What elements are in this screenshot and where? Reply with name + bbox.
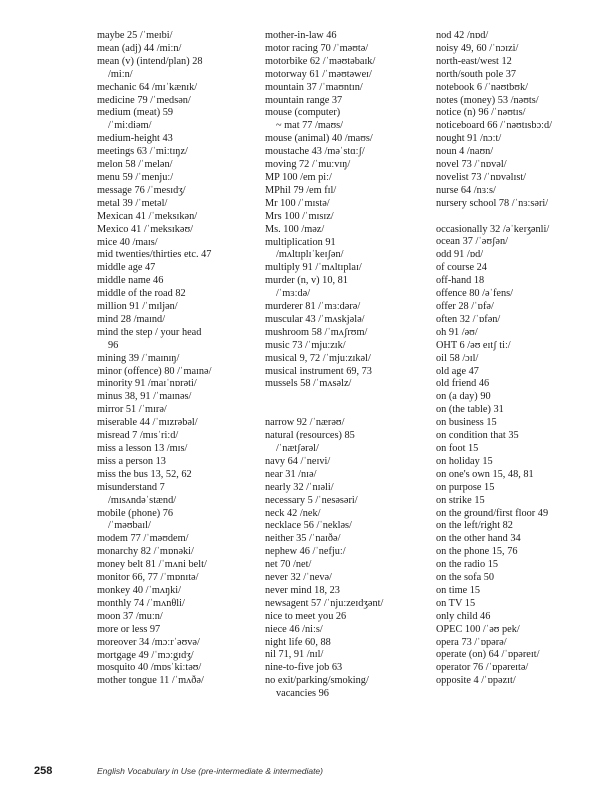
index-entry: misunderstand 7 [97, 481, 165, 493]
index-entry: nine-to-five job 63 [265, 662, 343, 674]
index-entry: mushroom 58 /ˈmʌʃrʊm/ [265, 326, 368, 338]
index-entry: noticeboard 66 /ˈnəʊtɪsbɔːd/ [436, 120, 553, 132]
index-entry: north-east/west 12 [436, 55, 512, 67]
index-entry: monkey 40 /ˈmʌŋki/ [97, 584, 182, 596]
index-entry: neither 35 /ˈnaɪðə/ [265, 533, 341, 545]
section-spacer [265, 404, 433, 417]
index-entry: of course 24 [436, 262, 487, 274]
index-entry: often 32 /ˈɒfən/ [436, 313, 501, 325]
index-entry: notice (n) 96 /ˈnəʊtɪs/ [436, 107, 526, 119]
index-entry: on the sofa 50 [436, 572, 495, 584]
index-entry: maybe 25 /ˈmeɪbi/ [97, 30, 173, 41]
index-entry: operator 76 /ˈɒpəreɪtə/ [436, 662, 529, 674]
index-entry: mice 40 /maɪs/ [97, 236, 158, 248]
index-entry: newsagent 57 /ˈnjuːzeɪdʒənt/ [265, 597, 384, 609]
index-entry: murder (n, v) 10, 81 [265, 275, 348, 287]
index-entry: novel 73 /ˈnɒvəl/ [436, 159, 507, 171]
index-entry: motor racing 70 /ˈməʊtə/ [265, 42, 369, 54]
index-entry: on holiday 15 [436, 455, 493, 467]
index-entry: miss a lesson 13 /mɪs/ [97, 443, 188, 454]
index-entry: monitor 66, 77 /ˈmɒnɪtə/ [97, 572, 199, 584]
index-entry: opposite 4 /ˈɒpəzɪt/ [436, 675, 516, 687]
section-spacer [265, 391, 433, 404]
index-entry: MP 100 /em piː/ [265, 171, 332, 183]
index-entry: musical 9, 72 /ˈmjuːzɪkəl/ [265, 352, 371, 364]
index-entry: nursery school 78 /ˈnɜːsəri/ [436, 197, 549, 209]
index-entry: middle name 46 [97, 275, 164, 287]
index-entry: never mind 18, 23 [265, 584, 340, 596]
index-entry: mouse (animal) 40 /maʊs/ [265, 133, 373, 145]
index-entry: natural (resources) 85 [265, 430, 355, 442]
index-entry: moustache 43 /məˈstɑːʃ/ [265, 146, 365, 158]
index-entry: offence 80 /əˈfens/ [436, 288, 514, 300]
index-entry: notes (money) 53 /nəʊts/ [436, 94, 539, 106]
index-entry: Mexico 41 /ˈmeksɪkəʊ/ [97, 223, 194, 235]
index-entry: on condition that 35 [436, 430, 519, 442]
index-entry: only child 46 [436, 610, 491, 622]
index-entry: mobile (phone) 76 [97, 507, 174, 519]
index-entry: necklace 56 /ˈnekləs/ [265, 520, 352, 532]
index-entry-continuation: 96 [108, 339, 119, 351]
index-entry-continuation: /ˈmɜːdə/ [276, 288, 311, 300]
index-column-1 [97, 30, 262, 688]
index-entry: more or less 97 [97, 623, 161, 635]
index-entry-continuation: /ˈmiːdiəm/ [108, 120, 152, 132]
index-entry: melon 58 /ˈmelən/ [97, 159, 173, 171]
index-entry-continuation: /mɪsʌndəˈstænd/ [108, 494, 177, 506]
index-entry-continuation: /ˈməʊbaɪl/ [108, 520, 151, 532]
index-entry: navy 64 /ˈneɪvi/ [265, 455, 331, 467]
index-entry: mirror 51 /ˈmɪrə/ [97, 404, 167, 416]
index-entry: message 76 /ˈmesɪdʒ/ [97, 184, 186, 196]
index-entry: nephew 46 /ˈnefjuː/ [265, 546, 346, 558]
index-entry: multiplication 91 [265, 236, 336, 248]
index-entry: offer 28 /ˈɒfə/ [436, 301, 494, 313]
index-entry: occasionally 32 /əˈkeɪʒənli/ [436, 223, 550, 235]
index-entry: medicine 79 /ˈmedsən/ [97, 94, 191, 106]
index-entry: north/south pole 37 [436, 68, 517, 80]
index-entry: near 31 /nɪə/ [265, 468, 317, 480]
index-entry: Mexican 41 /ˈmeksɪkən/ [97, 210, 198, 222]
index-entry: old age 47 [436, 365, 479, 377]
index-entry: on time 15 [436, 584, 481, 596]
index-entry: on foot 15 [436, 442, 479, 454]
index-entry: narrow 92 /ˈnærəʊ/ [265, 417, 345, 429]
index-entry: nearly 32 /ˈnɪəli/ [265, 481, 334, 493]
index-entry: moreover 34 /mɔːrˈəʊvə/ [97, 636, 200, 648]
index-entry: mortgage 49 /ˈmɔːgɪdʒ/ [97, 649, 194, 661]
index-entry: mid twenties/thirties etc. 47 [97, 249, 212, 261]
index-column-3 [436, 30, 594, 688]
index-entry: on (the table) 31 [436, 404, 504, 416]
index-entry: on the radio 15 [436, 559, 499, 571]
page-footer [0, 765, 597, 779]
index-entry: OHT 6 /əʊ eɪtʃ tiː/ [436, 339, 511, 351]
index-entry: on the other hand 34 [436, 533, 521, 545]
index-entry: murderer 81 /ˈmɜːdərə/ [265, 301, 361, 313]
index-entry: musical instrument 69, 73 [265, 365, 372, 377]
index-entry: nurse 64 /nɜːs/ [436, 184, 496, 196]
index-entry: oh 91 /əʊ/ [436, 326, 478, 338]
index-entry-continuation: vacancies 96 [276, 688, 329, 700]
index-entry-continuation: ~ mat 77 /maʊs/ [276, 120, 343, 132]
index-entry: mother-in-law 46 [265, 30, 337, 41]
index-entry: moon 37 /muːn/ [97, 610, 163, 622]
index-entry: on (a day) 90 [436, 391, 491, 403]
index-entry: mechanic 64 /mɪˈkænɪk/ [97, 81, 198, 93]
index-entry: mountain 37 /ˈmaʊntɪn/ [265, 81, 363, 93]
index-entry: on the ground/first floor 49 [436, 507, 549, 519]
index-entry: mouse (computer) [265, 107, 341, 119]
index-entry: operate (on) 64 /ˈɒpəreɪt/ [436, 649, 540, 661]
index-entry: niece 46 /niːs/ [265, 623, 323, 635]
index-entry: monarchy 82 /ˈmɒnəki/ [97, 546, 194, 558]
index-entry: nought 91 /nɔːt/ [436, 133, 502, 145]
index-entry: neck 42 /nek/ [265, 507, 321, 519]
index-entry: odd 91 /ɒd/ [436, 249, 484, 261]
section-spacer [436, 211, 594, 224]
index-entry: on the left/right 82 [436, 520, 513, 532]
index-entry: never 32 /ˈnevə/ [265, 572, 332, 584]
index-entry: no exit/parking/smoking/ [265, 675, 369, 687]
index-entry: middle age 47 [97, 262, 156, 274]
index-entry: noisy 49, 60 /ˈnɔɪzi/ [436, 42, 519, 54]
index-column-2 [265, 30, 433, 701]
index-entry: medium (meat) 59 [97, 107, 174, 119]
index-entry-continuation: /ˈnætʃərəl/ [276, 442, 319, 454]
index-entry: mother tongue 11 /ˈmʌðə/ [97, 675, 204, 687]
index-entry: modem 77 /ˈməʊdem/ [97, 533, 189, 545]
index-entry: mining 39 /ˈmaɪnɪŋ/ [97, 352, 180, 364]
index-entry: minority 91 /maɪˈnɒrəti/ [97, 378, 197, 390]
index-entry: ocean 37 /ˈəʊʃən/ [436, 236, 508, 248]
index-entry: money belt 81 /ˈmʌni belt/ [97, 559, 207, 571]
index-entry: OPEC 100 /ˈəʊ pek/ [436, 623, 520, 635]
index-entry: on strike 15 [436, 494, 485, 506]
index-entry: old friend 46 [436, 378, 490, 390]
index-entry: mind 28 /maɪnd/ [97, 313, 166, 325]
index-entry: opera 73 /ˈɒpərə/ [436, 636, 507, 648]
index-entry-continuation: /mʌltɪplɪˈkeɪʃən/ [276, 249, 344, 261]
index-entry: Ms. 100 /məz/ [265, 223, 325, 235]
index-entry: on one's own 15, 48, 81 [436, 468, 534, 480]
index-entry: mountain range 37 [265, 94, 343, 106]
index-entry: million 91 /ˈmɪljən/ [97, 301, 178, 313]
index-entry: nil 71, 91 /nɪl/ [265, 649, 324, 661]
index-entry: net 70 /net/ [265, 559, 312, 571]
index-entry: motorway 61 /ˈməʊtəweɪ/ [265, 68, 372, 80]
index-entry: monthly 74 /ˈmʌnθli/ [97, 597, 185, 609]
index-entry: Mr 100 /ˈmɪstə/ [265, 197, 330, 209]
index-entry: motorbike 62 /ˈməʊtəbaɪk/ [265, 55, 376, 67]
index-entry: notebook 6 /ˈnəʊtbʊk/ [436, 81, 528, 93]
index-entry: night life 60, 88 [265, 636, 331, 648]
index-entry: menu 59 /ˈmenjuː/ [97, 171, 174, 183]
index-entry: nod 42 /nɒd/ [436, 30, 489, 41]
page-number: 258 [34, 765, 53, 777]
index-entry: metal 39 /ˈmetəl/ [97, 197, 168, 209]
index-entry-continuation: /miːn/ [108, 68, 133, 80]
index-entry: mind the step / your head [97, 326, 202, 338]
index-entry: off-hand 18 [436, 275, 485, 287]
index-entry: noun 4 /naʊn/ [436, 146, 494, 158]
index-entry: miss the bus 13, 52, 62 [97, 468, 192, 480]
index-entry: medium-height 43 [97, 133, 173, 145]
index-entry: miss a person 13 [97, 455, 166, 467]
index-entry: mean (adj) 44 /miːn/ [97, 42, 182, 54]
index-entry: nice to meet you 26 [265, 610, 347, 622]
index-entry: middle of the road 82 [97, 288, 186, 300]
book-title: English Vocabulary in Use (pre-intermediate & intermediate) [97, 766, 323, 776]
index-entry: novelist 73 /ˈnɒvəlɪst/ [436, 171, 527, 183]
index-entry: on business 15 [436, 417, 497, 429]
index-entry: moving 72 /ˈmuːvɪŋ/ [265, 159, 351, 171]
index-entry: miserable 44 /ˈmɪzrəbəl/ [97, 417, 198, 429]
index-entry: oil 58 /ɔɪl/ [436, 352, 479, 364]
index-entry: multiply 91 /ˈmʌltɪplaɪ/ [265, 262, 362, 274]
index-entry: muscular 43 /ˈmʌskjələ/ [265, 313, 365, 325]
index-entry: music 73 /ˈmjuːzɪk/ [265, 339, 346, 351]
index-entry: on TV 15 [436, 597, 476, 609]
index-entry: mean (v) (intend/plan) 28 [97, 55, 203, 67]
index-entry: mosquito 40 /mɒsˈkiːtəʊ/ [97, 662, 202, 674]
index-entry: minus 38, 91 /ˈmaɪnəs/ [97, 391, 192, 403]
index-entry: on purpose 15 [436, 481, 495, 493]
index-entry: Mrs 100 /ˈmɪsɪz/ [265, 210, 334, 222]
index-entry: misread 7 /mɪsˈriːd/ [97, 430, 179, 442]
index-entry: necessary 5 /ˈnesəsəri/ [265, 494, 358, 506]
index-entry: mussels 58 /ˈmʌsəlz/ [265, 378, 352, 390]
index-entry: on the phone 15, 76 [436, 546, 518, 558]
index-entry: MPhil 79 /em fɪl/ [265, 184, 337, 196]
index-entry: minor (offence) 80 /ˈmaɪnə/ [97, 365, 212, 377]
index-entry: meetings 63 /ˈmiːtɪŋz/ [97, 146, 188, 158]
